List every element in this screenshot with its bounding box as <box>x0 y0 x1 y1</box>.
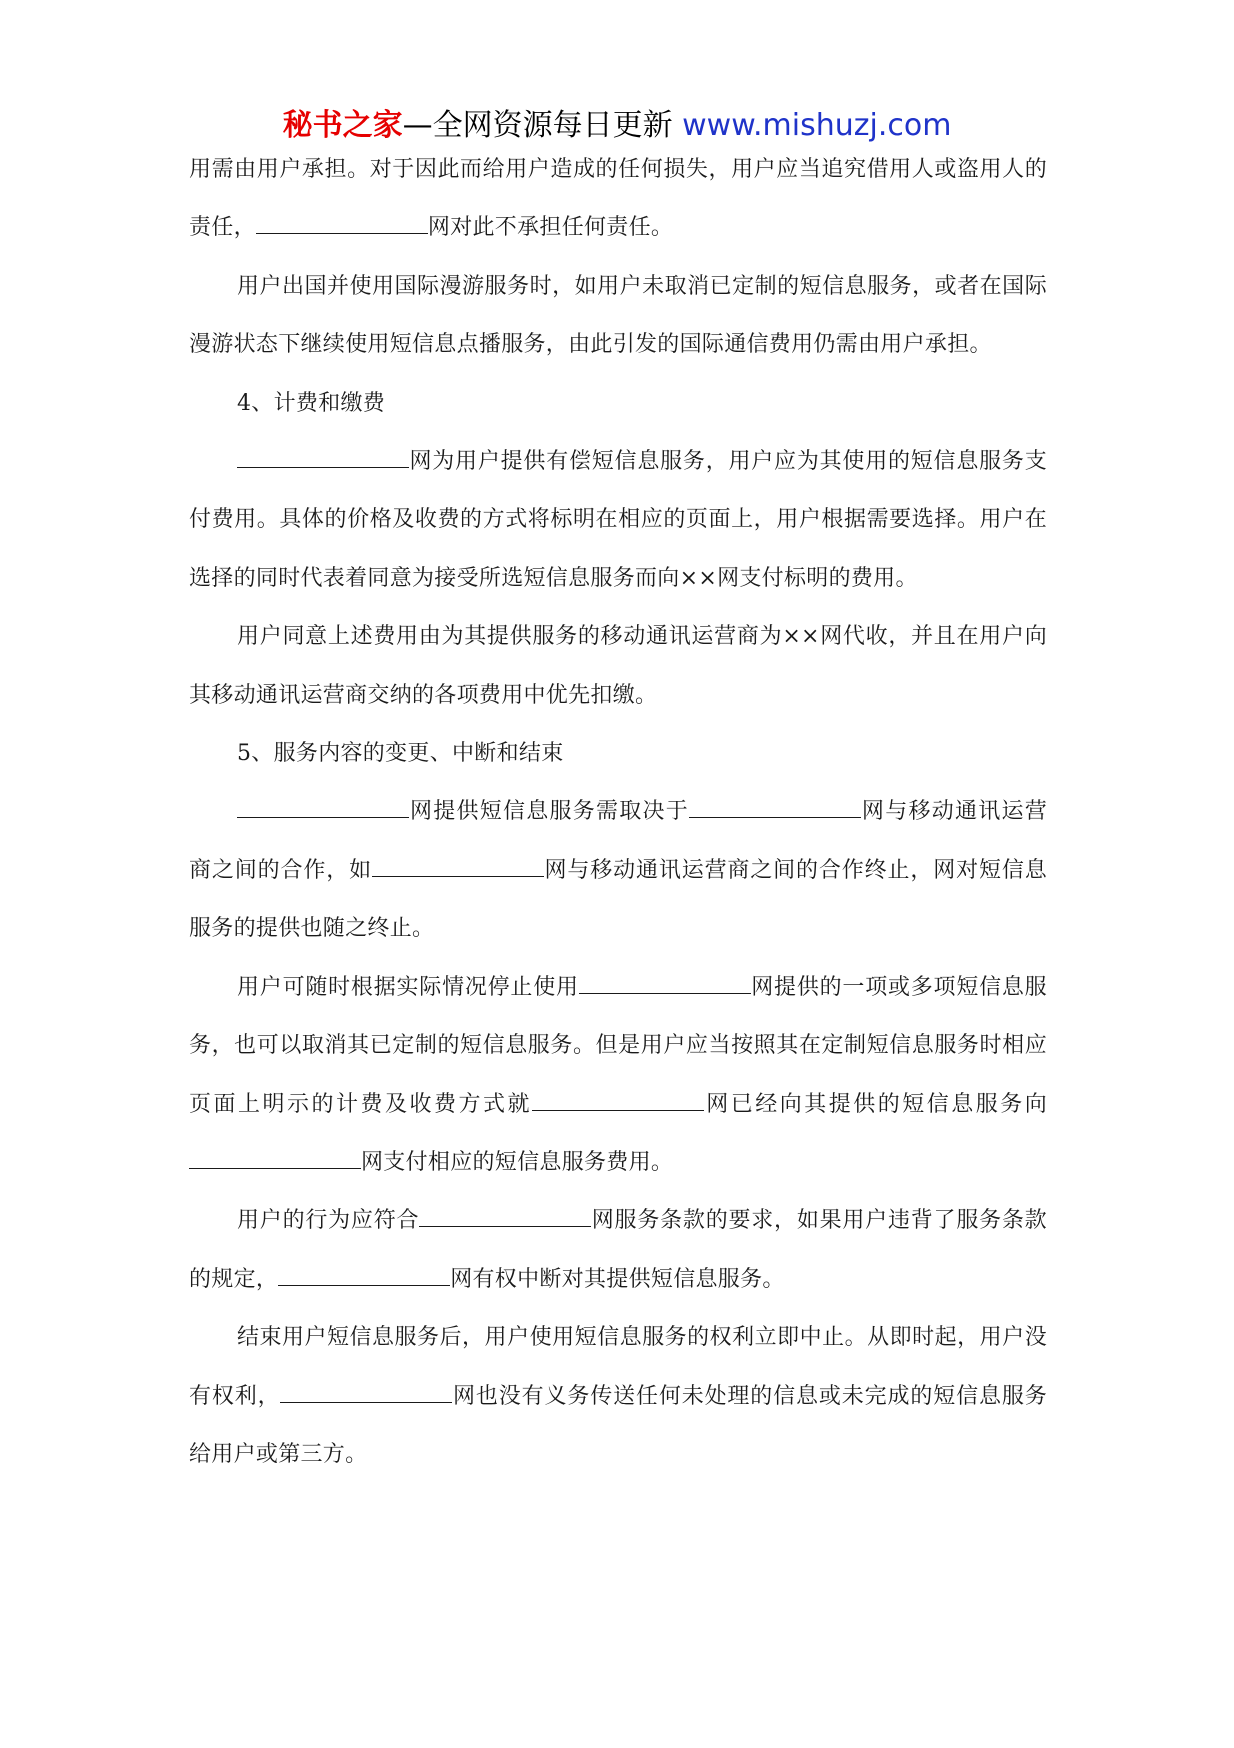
section-heading-service-change: 5、服务内容的变更、中断和结束 <box>237 741 564 767</box>
paragraph-cancellation: 用户可随时根据实际情况停止使用 网提供的一项或多项短信息服务，也可以取消其已定制的短信息服务。但是用户应当按照其在定制短信息服务时相应页面上明示的计费及收费方式就 网已经向其提供的短信息服务向网支付相应的短信息服务费用。 <box>189 974 1047 1175</box>
fill-in-blank <box>237 447 409 468</box>
fill-in-blank <box>532 1090 704 1111</box>
paragraph-cooperation: 网提供短信息服务需取决于 网与移动通讯运营商之间的合作，如 网与移动通讯运营商之间的合作终止，网对短信息服务的提供也随之终止。 <box>189 799 1047 942</box>
paragraph-billing: 网为用户提供有偿短信息服务，用户应为其使用的短信息服务支付费用。具体的价格及收费的方式将标明在相应的页面上，用户根据需要选择。用户在选择的同时代表着同意为接受所选短信息服务而向××网支付标明的费用。 <box>189 449 1047 591</box>
paragraph-termination: 结束用户短信息服务后，用户使用短信息服务的权利立即中止。从即时起，用户没有权利， 网也没有义务传送任何未处理的信息或未完成的短信息服务给用户或第三方。 <box>189 1325 1047 1467</box>
paragraph-roaming: 用户出国并使用国际漫游服务时，如用户未取消已定制的短信息服务，或者在国际漫游状态下继续使用短信息点播服务，由此引发的国际通信费用仍需由用户承担。 <box>189 273 1047 358</box>
fill-in-blank <box>689 797 861 818</box>
fill-in-blank <box>419 1206 591 1227</box>
fill-in-blank <box>256 213 428 234</box>
fill-in-blank <box>237 797 409 818</box>
site-brand: 秘书之家 <box>282 108 403 143</box>
paragraph-terms: 用户的行为应符合 网服务条款的要求，如果用户违背了服务条款的规定， 网有权中断对其提供短信息服务。 <box>189 1208 1047 1292</box>
fill-in-blank <box>280 1382 452 1403</box>
site-url[interactable]: www.mishuzj.com <box>682 108 952 143</box>
paragraph-continued: 用需由用户承担。对于因此而给用户造成的任何损失，用户应当追究借用人或盗用人的责任， 网对此不承担任何责任。 <box>189 157 1047 241</box>
fill-in-blank <box>189 1148 361 1169</box>
section-heading-billing: 4、计费和缴费 <box>237 390 386 416</box>
site-tagline: —全网资源每日更新 <box>402 108 673 143</box>
paragraph-collection: 用户同意上述费用由为其提供服务的移动通讯运营商为××网代收，并且在用户向其移动通讯运营商交纳的各项费用中优先扣缴。 <box>189 624 1047 708</box>
fill-in-blank <box>372 856 544 877</box>
fill-in-blank <box>278 1265 450 1286</box>
fill-in-blank <box>579 973 751 994</box>
document-body <box>189 141 1047 1484</box>
